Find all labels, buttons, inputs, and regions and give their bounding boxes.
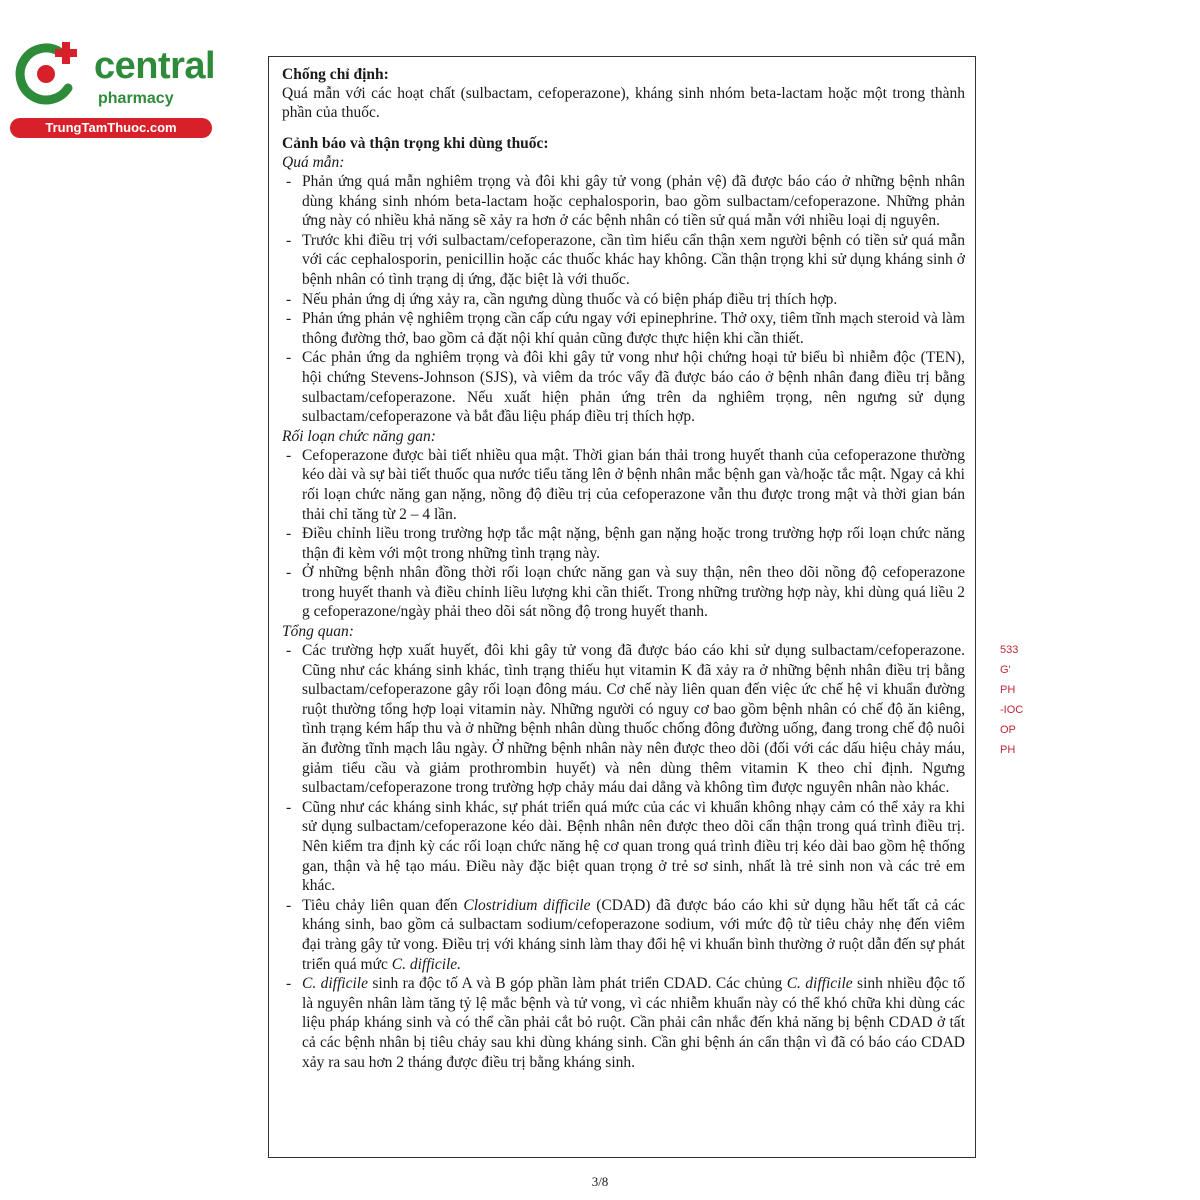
liver-list <box>282 446 965 622</box>
cdad-organism: Clostridium difficile <box>463 896 591 914</box>
list-item: - Các trường hợp xuất huyết, đôi khi gây tử vong đã được báo cáo khi sử dụng sulbactam/cefoperazone. Cũng như các kháng sinh khác, tình trạng thiếu hụt vitamin K đã xảy ra ở những bệnh nhân điều trị bằng sulbactam/cefoperazone gây rối loạn đông máu. Cơ chế này liên quan đến việc ức chế hệ vi khuẩn đường ruột thường tổng hợp loại vitamin này. Những người có nguy cơ bao gồm bệnh nhân có chế độ ăn kiêng, tình trạng kém hấp thu và ở những bệnh nhân dùng thuốc chống đông đường uống, đang trong chế độ nuôi ăn đường tĩnh mạch lâu ngày. Ở những bệnh nhân này nên được theo dõi (đối với các dấu hiệu chảy máu, giảm tiểu cầu và giảm prothrombin huyết) và nên dùng thêm vitamin K theo chỉ định. Ngưng sulbactam/cefoperazone trong trường hợp chảy máu dai dẳng và không tìm được nguyên nhân nào khác. <box>282 641 965 798</box>
general-list <box>282 641 965 1072</box>
pharmacy-cross-icon <box>10 38 82 110</box>
list-item: - Phản ứng quá mẫn nghiêm trọng và đôi khi gây tử vong (phản vệ) đã được báo cáo ở những bệnh nhân dùng kháng sinh nhóm beta-lactam hoặc cephalosporin, bao gồm sulbactam/cefoperazone. Những phản ứng này có nhiều khả năng sẽ xảy ra hơn ở các bệnh nhân có tiền sử quá mẫn với nhiều loại dị nguyên. <box>282 172 965 231</box>
list-item: - Phản ứng phản vệ nghiêm trọng cần cấp cứu ngay với epinephrine. Thở oxy, tiêm tĩnh mạch steroid và làm thông đường thở, bao gồm cả đặt nội khí quản cũng được thực hiện khi cần thiết. <box>282 309 965 348</box>
list-item: - Các phản ứng da nghiêm trọng và đôi khi gây tử vong như hội chứng hoại tử biểu bì nhiễm độc (TEN), hội chứng Stevens-Johnson (SJS), và viêm da tróc vẩy đã được báo cáo ở bệnh nhân đang điều trị bằng sulbactam/cefoperazone. Nếu xuất hiện phản ứng trên da nghiêm trọng, nên ngưng sử dụng sulbactam/cefoperazone và bắt đầu liệu pháp điều trị thích hợp. <box>282 348 965 426</box>
cdad-organism-short: C. difficile <box>302 975 368 993</box>
side-mark: OP <box>1000 724 1016 736</box>
general-subheading: Tổng quan: <box>282 623 354 641</box>
contraindications-text: Quá mẫn với các hoạt chất (sulbactam, cefoperazone), kháng sinh nhóm beta-lactam hoặc một trong thành phần của thuốc. <box>282 85 965 121</box>
logo-url: TrungTamThuoc.com <box>10 118 212 138</box>
page-number: 3/8 <box>591 1174 609 1189</box>
document-frame <box>268 56 976 1158</box>
logo-subtitle: pharmacy <box>98 90 174 107</box>
cdad-text-d: sinh nhiều độc tố là nguyên nhân làm tăng tỷ lệ mắc bệnh và tử vong, vì các nhiễm khuẩn này có thể khó chữa khi dùng các liệu pháp kháng sinh và có thể cần phải cắt bỏ ruột. Cần phải cân nhắc đến khả năng bị bệnh CDAD ở tất cả các bệnh nhân bị tiêu chảy sau khi dùng kháng sinh. Cần ghi bệnh án cẩn thận vì đã có báo cáo CDAD xảy ra sau hơn 2 tháng được điều trị bằng kháng sinh. <box>302 975 965 1071</box>
list-item: - Cefoperazone được bài tiết nhiều qua mật. Thời gian bán thải trong huyết thanh của cefoperazone thường kéo dài và sự bài tiết thuốc qua nước tiểu tăng lên ở bệnh nhân mắc bệnh gan và/hoặc tắc mật. Ngay cả khi rối loạn chức năng gan nặng, nồng độ điều trị của cefoperazone vẫn thu được trong mật và thời gian bán thải chỉ tăng từ 2 – 4 lần. <box>282 446 965 524</box>
warnings-heading: Cảnh báo và thận trọng khi dùng thuốc: <box>282 135 549 152</box>
side-mark: -IOC <box>1000 704 1024 716</box>
list-item <box>282 896 965 974</box>
list-item: - Điều chỉnh liều trong trường hợp tắc mật nặng, bệnh gan nặng hoặc trong trường hợp rối loạn chức năng thận đi kèm với một trong những tình trạng này. <box>282 524 965 563</box>
list-item: - Trước khi điều trị với sulbactam/cefoperazone, cần tìm hiểu cẩn thận xem người bệnh có tiền sử quá mẫn với các cephalosporin, penicillin hoặc các thuốc khác hay không. Cần thận trọng khi sử dụng kháng sinh ở bệnh nhân có tình trạng dị ứng, đặc biệt là với thuốc. <box>282 231 965 290</box>
liver-subheading: Rối loạn chức năng gan: <box>282 427 436 445</box>
side-mark: PH <box>1000 684 1016 696</box>
side-mark: 533 <box>1000 644 1019 656</box>
cdad-organism-short: C. difficile. <box>391 955 462 973</box>
contraindications-heading: Chống chỉ định: <box>282 66 389 83</box>
list-item: - Nếu phản ứng dị ứng xảy ra, cần ngưng dùng thuốc và có biện pháp điều trị thích hợp. <box>282 290 965 310</box>
logo-name: central <box>94 45 216 87</box>
cdad-text-c: (CDAD) đã được báo cáo khi sử dụng hầu hết tất cả các kháng sinh, bao gồm cả sulbactam sodium/cefoperazone sodium, với mức độ từ tiêu chảy nhẹ đến viêm đại tràng gây tử vong. Điều trị với kháng sinh làm thay đổi hệ vi khuẩn bình thường ở ruột dẫn đến sự phát triển quá mức <box>302 896 966 973</box>
side-stamp-marks <box>1000 640 1030 760</box>
central-pharmacy-logo <box>10 38 215 138</box>
cdad-organism-short: C. difficile <box>786 975 853 993</box>
side-mark: PH <box>1000 744 1016 756</box>
list-item <box>282 974 965 1072</box>
cdad-text-a: Tiêu chảy liên quan đến <box>302 896 464 914</box>
list-item: - Ở những bệnh nhân đồng thời rối loạn chức năng gan và suy thận, nên theo dõi nồng độ cefoperazone trong huyết thanh và điều chỉnh liều lượng khi cần thiết. Trong những trường hợp này, khi dùng quá liều 2 g cefoperazone/ngày phải theo dõi sát nồng độ trong huyết thanh. <box>282 563 965 622</box>
hypersensitivity-list <box>282 172 965 427</box>
cdad-text-b: sinh ra độc tố A và B góp phần làm phát triển CDAD. Các chủng <box>367 975 787 993</box>
side-mark: G' <box>1000 664 1011 676</box>
hypersensitivity-subheading: Quá mẫn: <box>282 154 345 171</box>
list-item: - Cũng như các kháng sinh khác, sự phát triển quá mức của các vi khuẩn không nhạy cảm có thể xảy ra khi sử dụng sulbactam/cefoperazone kéo dài. Bệnh nhân nên được theo dõi cẩn thận trong quá trình điều trị. Nên kiểm tra định kỳ các rối loạn chức năng hệ cơ quan trong quá trình điều trị kéo dài bao gồm hệ thống gan, thận và hệ tạo máu. Điều này đặc biệt quan trọng ở trẻ sơ sinh, nhất là trẻ sinh non và các trẻ em khác. <box>282 798 965 896</box>
